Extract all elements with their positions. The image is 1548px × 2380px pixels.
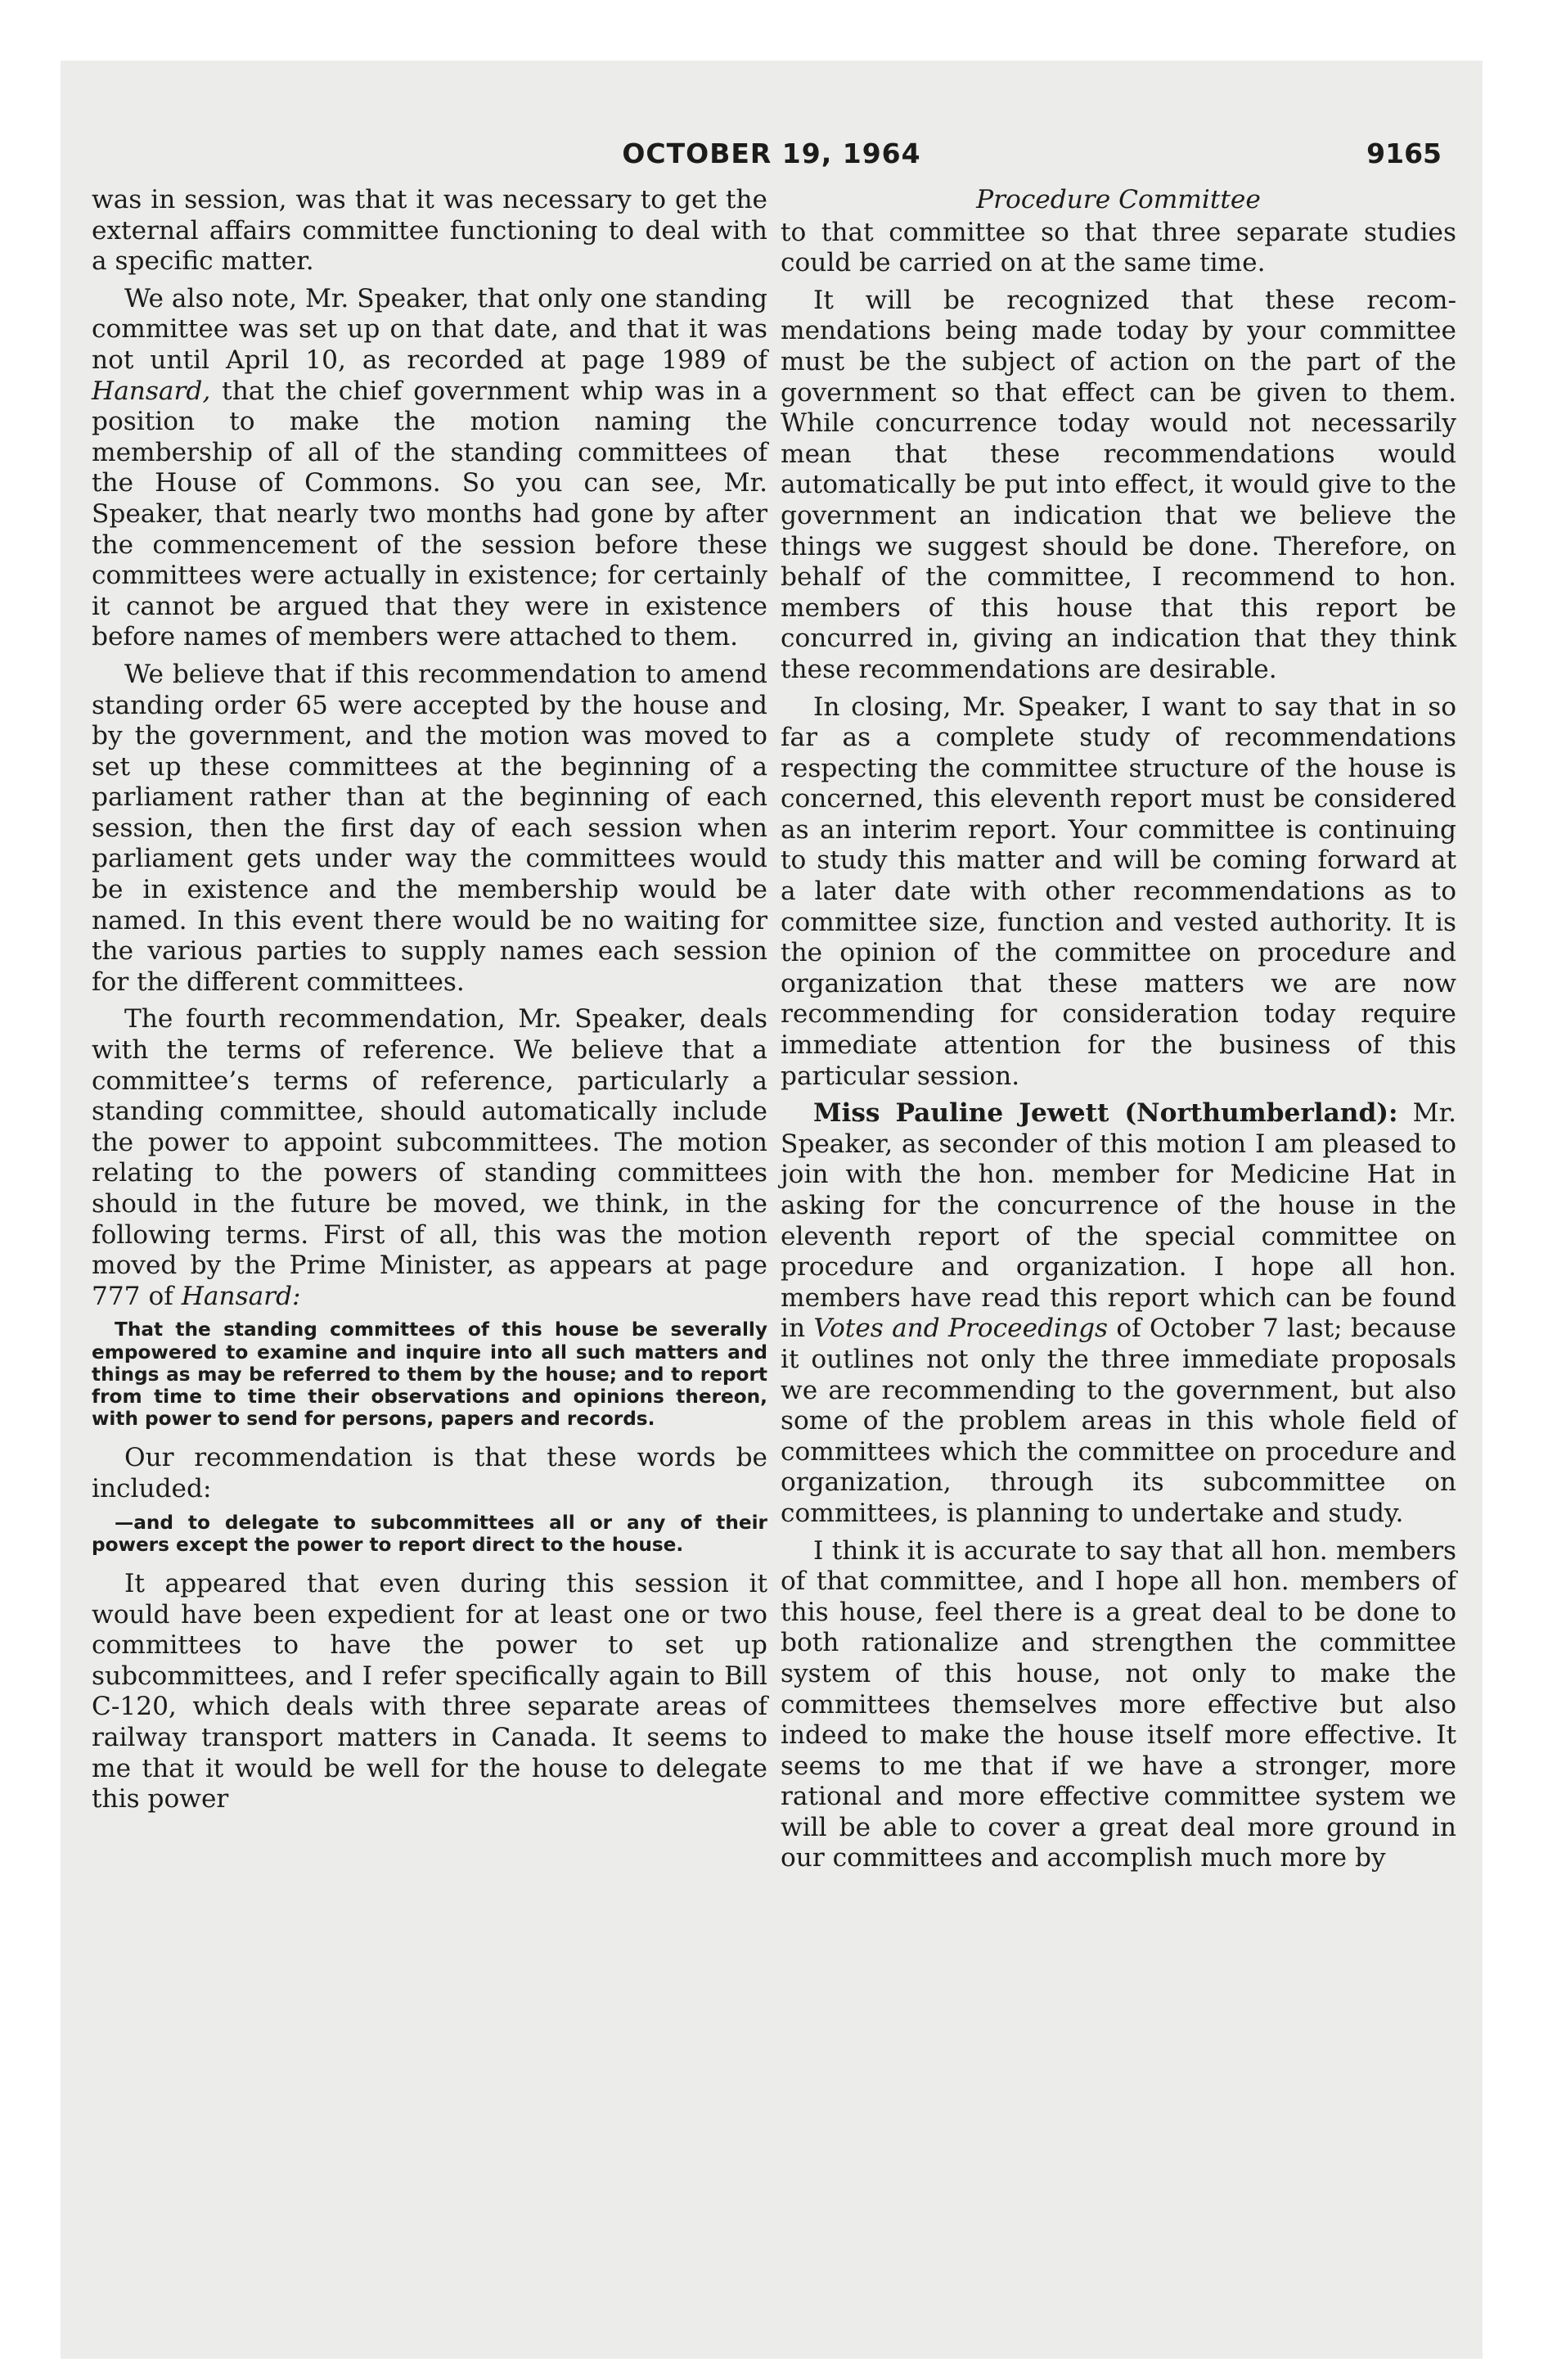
paragraph: was in session, was that it was necessary to get the external affairs committee functioning to deal with a specific matter. — [92, 185, 767, 277]
left-column — [92, 185, 767, 1822]
right-column — [781, 185, 1456, 1881]
page-number: 9165 — [1366, 137, 1442, 169]
text-run: of October 7 last; because it outlines not only the three immediate proposals we are recommending to the government, but also some of the problem areas in this whole field of committees which the committee on procedure and organization, through its subcommittee on committees, is planning to undertake and study. — [781, 1314, 1456, 1528]
text-run: that the chief government whip was in a position to make the motion naming the membership of all of the standing committees of the House of Commons. So you can see, Mr. Speaker, that nearly two months had gone by after the commencement of the session before these committees were actually in existence; for certainly it cannot be argued that they were in existence before names of members were attached to them. — [92, 376, 767, 652]
paragraph: I think it is accurate to say that all hon. members of that committee, and I hope all hon. members of this house, feel there is a great deal to be done to both rationalize and strengthen the committee system of this house, not only to make the committees themselves more effective but also indeed to make the house itself more effective. It seems to me that if we have a stronger, more rational and more effective committee system we will be able to cover a great deal more ground in our committees and accomplish much more by — [781, 1535, 1456, 1873]
speaker-name: Miss Pauline Jewett (Northumberland): — [813, 1098, 1398, 1129]
paragraph: In closing, Mr. Speaker, I want to say that in so far as a complete study of recommendations respecting the committee structure of the house is concerned, this eleventh report must be considered as an interim report. Your committee is continuing to study this matter and will be coming forward at a later date with other recommendations as to committee size, function and vested authority. It is the opinion of the committee on procedure and organization that these matters we are now recommending for consideration today require immediate attention for the business of this particular session. — [781, 692, 1456, 1091]
paragraph: It appeared that even during this session it would have been expedient for at least one or two committees to have the power to set up subcommittees, and I refer specifically again to Bill C-120, which deals with three separate areas of railway transport matters in Canada. It seems to me that it would be well for the house to delegate this power — [92, 1568, 767, 1814]
italic-text: Hansard: — [181, 1281, 301, 1311]
text-run: We also note, Mr. Speaker, that only one standing committee was set up on that date, and that it was not until April 10, as recorded at page 1989 of — [92, 283, 767, 375]
page-header — [61, 137, 1483, 177]
paragraph: Our recommendation is that these words be included: — [92, 1443, 767, 1503]
paragraph — [92, 1004, 767, 1312]
header-date: OCTOBER 19, 1964 — [622, 137, 921, 169]
text-run: The fourth recommendation, Mr. Speaker, deals with the terms of reference. We believe that a committee’s terms of reference, particularly a standing committee, should automatically include the power to appoint subcommittees. The motion relating to the powers of standing committees should in the future be moved, we think, in the following terms. First of all, this was the motion moved by the Prime Minister, as appears at page 777 of — [92, 1004, 767, 1311]
paragraph — [92, 284, 767, 653]
block-quote: That the standing committees of this house be severally empowered to examine and inquire into all such matters and things as may be referred to them by the house; and to report from time to time their observations and opinions thereon, with power to send for persons, papers and records. — [92, 1318, 767, 1431]
italic-text: Votes and Proceedings — [813, 1314, 1109, 1344]
paragraph — [781, 1098, 1456, 1529]
section-subheading: Procedure Committee — [976, 185, 1261, 214]
paragraph: It will be recognized that these recommendations being made today by your committee must be the subject of action on the part of the government so that effect can be given to them. While concurrence today would not necessarily mean that these recommendations would automatically be put into effect, it would give to the government an indication that we believe the things we suggest should be done. Therefore, on behalf of the committee, I recommend to hon. members of this house that this report be concurred in, giving an indication that they think these recommendations are desirable. — [781, 285, 1456, 684]
block-quote: —and to delegate to subcommittees all or any of their powers except the power to report direct to the house. — [92, 1511, 767, 1556]
italic-text: Hansard, — [92, 376, 211, 406]
text-run: Mr. Speaker, as seconder of this motion I am pleased to join with the hon. member for Medicine Hat in asking for the concurrence of the house in the eleventh report of the special committee on procedure and organization. I hope all hon. members have read this report which can be found in — [781, 1098, 1456, 1344]
paragraph: to that committee so that three separate studies could be carried on at the same time. — [781, 217, 1456, 278]
paragraph: We believe that if this recommendation to amend standing order 65 were accepted by the house and by the government, and the motion was moved to set up these committees at the beginning of a parliament rather than at the beginning of each session, then the first day of each session when parliament gets under way the committees would be in existence and the membership would be named. In this event there would be no waiting for the various parties to supply names each session for the different committees. — [92, 659, 767, 997]
